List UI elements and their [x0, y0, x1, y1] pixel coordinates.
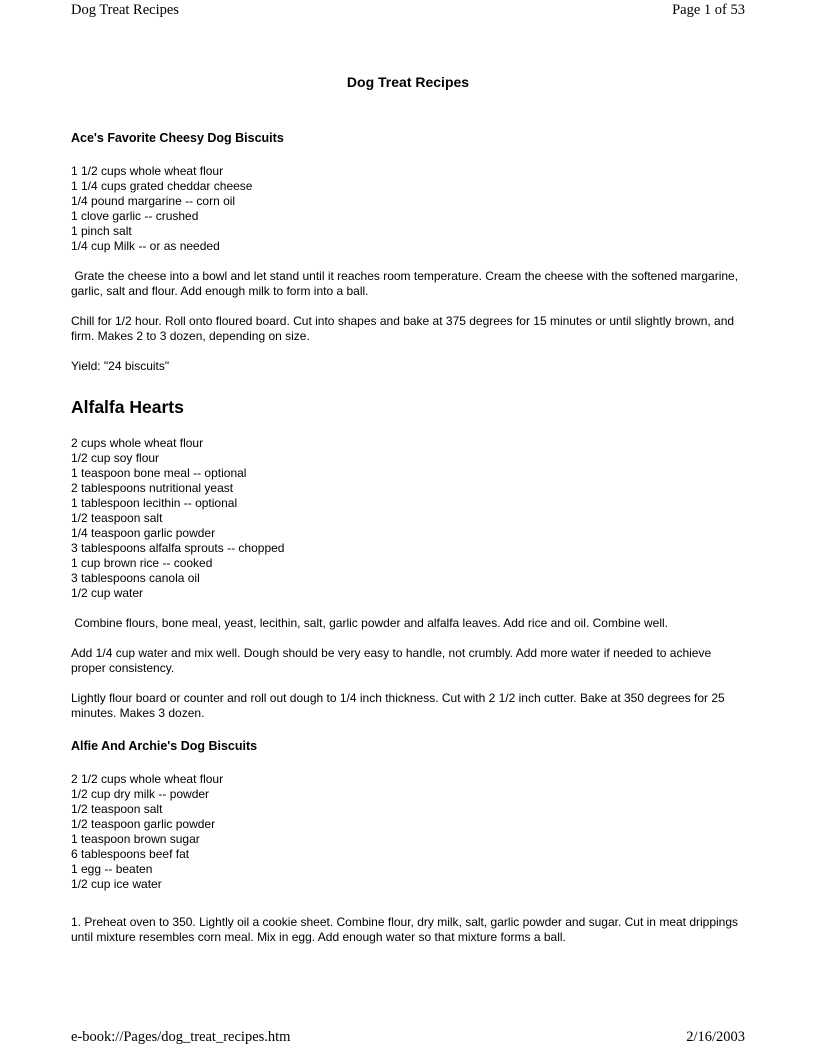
footer-date: 2/16/2003 — [686, 1029, 745, 1045]
page-footer — [71, 1029, 745, 1046]
ingredient-item: 1 1/2 cups whole wheat flour — [71, 164, 224, 178]
recipe-step: Add 1/4 cup water and mix well. Dough should be very easy to handle, not crumbly. Add more water if needed to achieve proper consistency. — [71, 646, 715, 675]
ingredient-item: 1/2 cup ice water — [71, 877, 162, 891]
ingredient-item: 2 1/2 cups whole wheat flour — [71, 772, 224, 786]
recipe-section — [71, 131, 745, 374]
ingredient-item: 1/2 cup soy flour — [71, 451, 160, 465]
page-header — [71, 2, 745, 19]
ingredient-item: 1/4 teaspoon garlic powder — [71, 526, 216, 540]
ingredient-item: 1/2 teaspoon salt — [71, 511, 163, 525]
ingredient-item: 1/2 cup water — [71, 586, 144, 600]
ingredient-list — [71, 436, 745, 601]
ingredient-item: 1 teaspoon bone meal -- optional — [71, 466, 247, 480]
ingredient-item: 1/4 cup Milk -- or as needed — [71, 239, 220, 253]
spacer — [71, 299, 745, 314]
recipe-heading: Ace's Favorite Cheesy Dog Biscuits — [71, 131, 284, 145]
document-body — [71, 60, 745, 945]
spacer — [71, 344, 745, 359]
recipe-step: 1. Preheat oven to 350. Lightly oil a cookie sheet. Combine flour, dry milk, salt, garlic powder and sugar. Cut in meat drippings until mixture resembles corn meal. Mix in egg. Add enough water so that mixture forms a ball. — [71, 915, 742, 944]
header-title: Dog Treat Recipes — [71, 2, 179, 18]
spacer — [71, 721, 745, 739]
spacer — [71, 754, 745, 772]
recipe-section — [71, 397, 745, 721]
recipe-section — [71, 739, 745, 945]
ingredient-item: 1 1/4 cups grated cheddar cheese — [71, 179, 253, 193]
ingredient-item: 1 tablespoon lecithin -- optional — [71, 496, 238, 510]
recipe-heading: Alfie And Archie's Dog Biscuits — [71, 739, 258, 753]
recipe-step: Chill for 1/2 hour. Roll onto floured board. Cut into shapes and bake at 375 degrees for 15 minutes or until slightly brown, and firm. Makes 2 to 3 dozen, depending on size. — [71, 314, 738, 343]
header-page-number: Page 1 of 53 — [672, 2, 745, 18]
recipe-step: Lightly flour board or counter and roll out dough to 1/4 inch thickness. Cut with 2 1/2 inch cutter. Bake at 350 degrees for 25 minutes. Makes 3 dozen. — [71, 691, 729, 720]
ingredient-item: 1/4 pound margarine -- corn oil — [71, 194, 236, 208]
ingredient-item: 1/2 teaspoon garlic powder — [71, 817, 216, 831]
spacer — [71, 418, 745, 436]
ingredient-item: 3 tablespoons alfalfa sprouts -- chopped — [71, 541, 285, 555]
ingredient-item: 3 tablespoons canola oil — [71, 571, 200, 585]
ingredient-list — [71, 164, 745, 254]
spacer — [71, 631, 745, 646]
ingredient-item: 2 cups whole wheat flour — [71, 436, 204, 450]
ingredient-list — [71, 772, 745, 892]
spacer — [71, 601, 745, 616]
footer-source-path: e-book://Pages/dog_treat_recipes.htm — [71, 1029, 291, 1045]
ingredient-item: 1 clove garlic -- crushed — [71, 209, 199, 223]
spacer — [71, 254, 745, 269]
spacer — [71, 892, 745, 915]
ingredient-item: 2 tablespoons nutritional yeast — [71, 481, 234, 495]
spacer — [71, 374, 745, 397]
ingredient-item: 1 teaspoon brown sugar — [71, 832, 200, 846]
ingredient-item: 1 pinch salt — [71, 224, 132, 238]
ingredient-item: 1/2 teaspoon salt — [71, 802, 163, 816]
ingredient-item: 1 egg -- beaten — [71, 862, 153, 876]
ingredient-item: 6 tablespoons beef fat — [71, 847, 190, 861]
spacer — [71, 676, 745, 691]
recipe-yield: Yield: "24 biscuits" — [71, 359, 170, 373]
recipe-step: Combine flours, bone meal, yeast, lecithin, salt, garlic powder and alfalfa leaves. Add rice and oil. Combine well. — [71, 616, 668, 630]
ingredient-item: 1/2 cup dry milk -- powder — [71, 787, 210, 801]
spacer — [71, 146, 745, 164]
page-title: Dog Treat Recipes — [346, 74, 470, 90]
recipe-heading: Alfalfa Hearts — [71, 397, 184, 417]
recipe-step: Grate the cheese into a bowl and let stand until it reaches room temperature. Cream the cheese with the softened margarine, garlic, salt and flour. Add enough milk to form into a ball. — [71, 269, 742, 298]
ingredient-item: 1 cup brown rice -- cooked — [71, 556, 213, 570]
spacer — [71, 91, 745, 131]
